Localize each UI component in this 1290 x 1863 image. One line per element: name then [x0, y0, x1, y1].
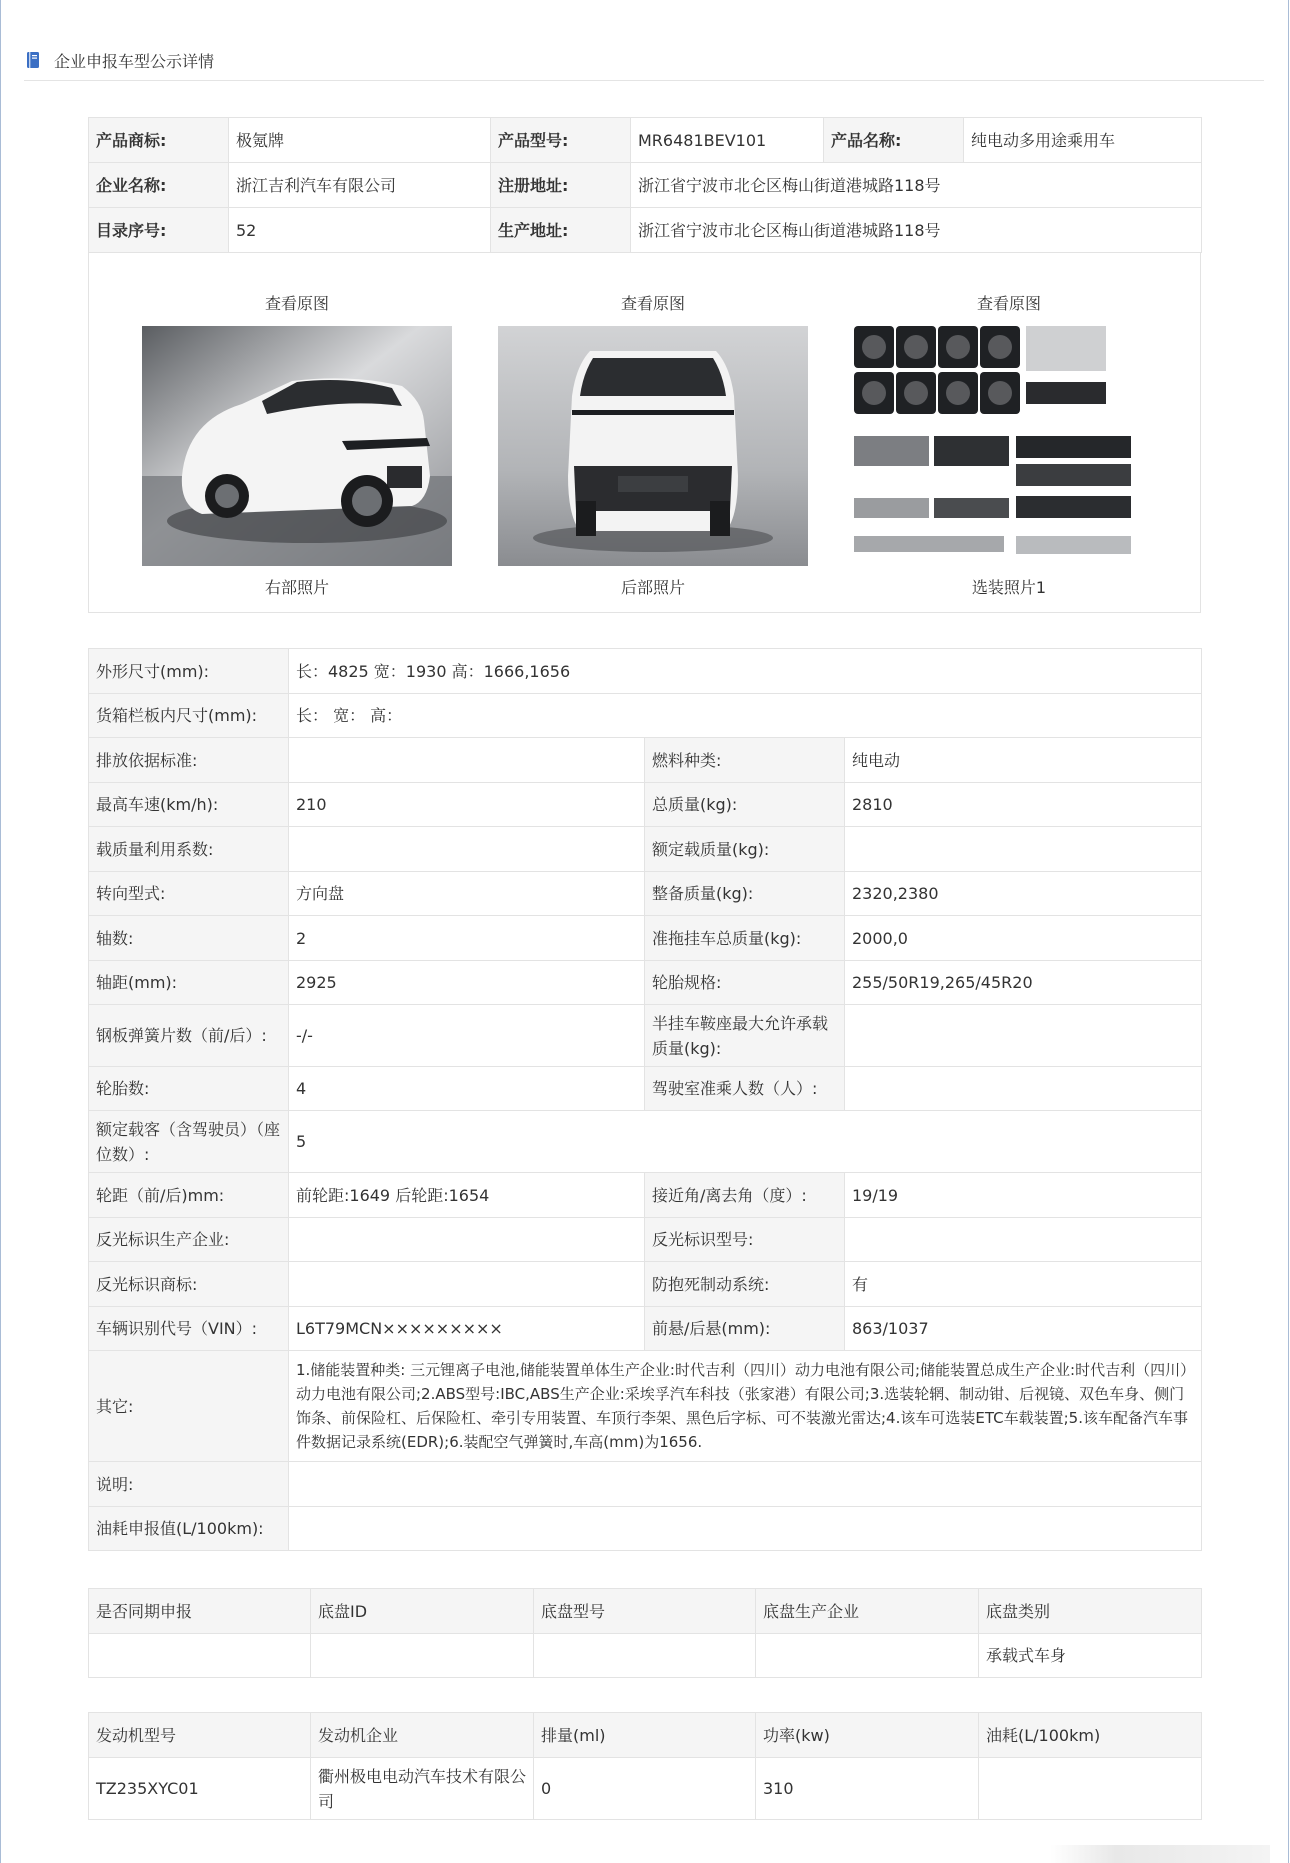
rated-load-value	[845, 827, 1202, 872]
note-label: 说明:	[89, 1462, 289, 1507]
speed-label: 最高车速(km/h):	[89, 783, 289, 827]
engine-table	[88, 1712, 1202, 1820]
model-label: 产品型号:	[491, 118, 631, 163]
table-row	[89, 1634, 1202, 1678]
photo-rear-caption: 后部照片	[620, 578, 685, 597]
refl-mfr-value	[289, 1218, 645, 1262]
angle-value: 19/19	[845, 1173, 1202, 1218]
steering-label: 转向型式:	[89, 872, 289, 916]
page-title: 企业申报车型公示详情	[54, 51, 215, 71]
curb-label: 整备质量(kg):	[645, 872, 845, 916]
track-value: 前轮距:1649 后轮距:1654	[289, 1173, 645, 1218]
load-coef-label: 载质量利用系数:	[89, 827, 289, 872]
seats-label: 额定载客（含驾驶员）（座位数）:	[89, 1111, 289, 1173]
emission-label: 排放依据标准:	[89, 738, 289, 783]
product-name-value: 纯电动多用途乘用车	[964, 118, 1202, 163]
company-value: 浙江吉利汽车有限公司	[229, 163, 491, 208]
trailer-value: 2000,0	[845, 916, 1202, 961]
specs-table	[88, 648, 1202, 1551]
engine-cell: TZ235XYC01	[89, 1758, 311, 1820]
chassis-table	[88, 1588, 1202, 1678]
spring-label: 钢板弹簧片数（前/后）:	[89, 1005, 289, 1067]
brand-value: 极氪牌	[229, 118, 491, 163]
book-icon	[26, 51, 40, 69]
axles-label: 轴数:	[89, 916, 289, 961]
engine-header: 功率(kw)	[756, 1713, 979, 1758]
wheelbase-label: 轴距(mm):	[89, 961, 289, 1005]
photo-right-caption: 右部照片	[264, 578, 329, 597]
fuel-value: 纯电动	[845, 738, 1202, 783]
track-label: 轮距（前/后)mm:	[89, 1173, 289, 1218]
horizontal-scrollbar[interactable]	[1050, 1845, 1270, 1863]
cab-value	[845, 1067, 1202, 1111]
photo-rear	[498, 294, 808, 598]
other-value: 1.储能装置种类: 三元锂离子电池,储能装置单体生产企业:时代吉利（四川）动力电池有限公司;储能装置总成生产企业:时代吉利（四川）动力电池有限公司;2.ABS型号:IBC,ABS生产企业:采埃孚汽车科技（张家港）有限公司;3.选装轮辋、制动钳、后视镜、双色车身、侧门饰条、前保险杠、后保险杠、牵引专用装置、车顶行李架、黑色后字标、可不装激光雷达;4.该车可选装ETC车载装置;5.该车配备汽车事件数据记录系统(EDR);6.装配空气弹簧时,车高(mm)为1656.	[289, 1351, 1202, 1462]
cargo-label: 货箱栏板内尺寸(mm):	[89, 694, 289, 738]
chassis-header: 底盘生产企业	[756, 1589, 979, 1634]
curb-value: 2320,2380	[845, 872, 1202, 916]
abs-label: 防抱死制动系统:	[645, 1262, 845, 1307]
tire-count-value: 4	[289, 1067, 645, 1111]
refl-brand-label: 反光标识商标:	[89, 1262, 289, 1307]
prod-addr-value: 浙江省宁波市北仑区梅山街道港城路118号	[631, 208, 1202, 253]
photo-right-image[interactable]	[142, 326, 452, 566]
axles-value: 2	[289, 916, 645, 961]
overhang-label: 前悬/后悬(mm):	[645, 1307, 845, 1351]
cab-label: 驾驶室准乘人数（人）:	[645, 1067, 845, 1111]
cargo-value: 长： 宽： 高：	[289, 694, 1202, 738]
refl-model-label: 反光标识型号:	[645, 1218, 845, 1262]
engine-header: 发动机型号	[89, 1713, 311, 1758]
total-mass-value: 2810	[845, 783, 1202, 827]
angle-label: 接近角/离去角（度）:	[645, 1173, 845, 1218]
engine-cell: 310	[756, 1758, 979, 1820]
photo-optional-caption: 选装照片1	[971, 578, 1047, 597]
chassis-cell	[311, 1634, 534, 1678]
catalog-label: 目录序号:	[89, 208, 229, 253]
photo-right	[142, 294, 452, 598]
wheelbase-value: 2925	[289, 961, 645, 1005]
other-label: 其它:	[89, 1351, 289, 1462]
reg-addr-value: 浙江省宁波市北仑区梅山街道港城路118号	[631, 163, 1202, 208]
prod-addr-label: 生产地址:	[491, 208, 631, 253]
overhang-value: 863/1037	[845, 1307, 1202, 1351]
chassis-cell: 承载式车身	[979, 1634, 1202, 1678]
fuel-cons-label: 油耗申报值(L/100km):	[89, 1507, 289, 1551]
load-coef-value	[289, 827, 645, 872]
view-original-link[interactable]: 查看原图	[976, 294, 1041, 313]
chassis-cell	[534, 1634, 756, 1678]
engine-cell: 衢州极电电动汽车技术有限公司	[311, 1758, 534, 1820]
fuel-label: 燃料种类:	[645, 738, 845, 783]
emission-value	[289, 738, 645, 783]
total-mass-label: 总质量(kg):	[645, 783, 845, 827]
photo-rear-image[interactable]	[498, 326, 808, 566]
dims-label: 外形尺寸(mm):	[89, 649, 289, 694]
fuel-cons-value	[289, 1507, 1202, 1551]
abs-value: 有	[845, 1262, 1202, 1307]
table-row	[89, 1758, 1202, 1820]
engine-cell: 0	[534, 1758, 756, 1820]
engine-header: 油耗(L/100km)	[979, 1713, 1202, 1758]
note-value	[289, 1462, 1202, 1507]
engine-header: 发动机企业	[311, 1713, 534, 1758]
tire-count-label: 轮胎数:	[89, 1067, 289, 1111]
view-original-link[interactable]: 查看原图	[264, 294, 329, 313]
spring-value: -/-	[289, 1005, 645, 1067]
steering-value: 方向盘	[289, 872, 645, 916]
reg-addr-label: 注册地址:	[491, 163, 631, 208]
tire-label: 轮胎规格:	[645, 961, 845, 1005]
vin-label: 车辆识别代号（VIN）:	[89, 1307, 289, 1351]
chassis-header: 底盘类别	[979, 1589, 1202, 1634]
saddle-label: 半挂车鞍座最大允许承载质量(kg):	[645, 1005, 845, 1067]
refl-mfr-label: 反光标识生产企业:	[89, 1218, 289, 1262]
view-original-link[interactable]: 查看原图	[620, 294, 685, 313]
photo-optional-image[interactable]	[854, 326, 1164, 566]
refl-brand-value	[289, 1262, 645, 1307]
company-label: 企业名称:	[89, 163, 229, 208]
speed-value: 210	[289, 783, 645, 827]
trailer-label: 准拖挂车总质量(kg):	[645, 916, 845, 961]
basic-info-table	[88, 117, 1202, 253]
engine-cell	[979, 1758, 1202, 1820]
tire-value: 255/50R19,265/45R20	[845, 961, 1202, 1005]
brand-label: 产品商标:	[89, 118, 229, 163]
chassis-cell	[756, 1634, 979, 1678]
dims-value: 长：4825 宽：1930 高：1666,1656	[289, 649, 1202, 694]
chassis-header: 底盘ID	[311, 1589, 534, 1634]
model-value: MR6481BEV101	[631, 118, 824, 163]
photo-panel	[88, 252, 1201, 613]
catalog-value: 52	[229, 208, 491, 253]
chassis-header: 底盘型号	[534, 1589, 756, 1634]
rated-load-label: 额定载质量(kg):	[645, 827, 845, 872]
chassis-header: 是否同期申报	[89, 1589, 311, 1634]
saddle-value	[845, 1005, 1202, 1067]
engine-header: 排量(ml)	[534, 1713, 756, 1758]
refl-model-value	[845, 1218, 1202, 1262]
vin-value: L6T79MCN×××××××××	[289, 1307, 645, 1351]
page-header	[24, 40, 1264, 81]
product-name-label: 产品名称:	[824, 118, 964, 163]
seats-value: 5	[289, 1111, 1202, 1173]
photo-optional	[854, 294, 1164, 598]
chassis-cell	[89, 1634, 311, 1678]
